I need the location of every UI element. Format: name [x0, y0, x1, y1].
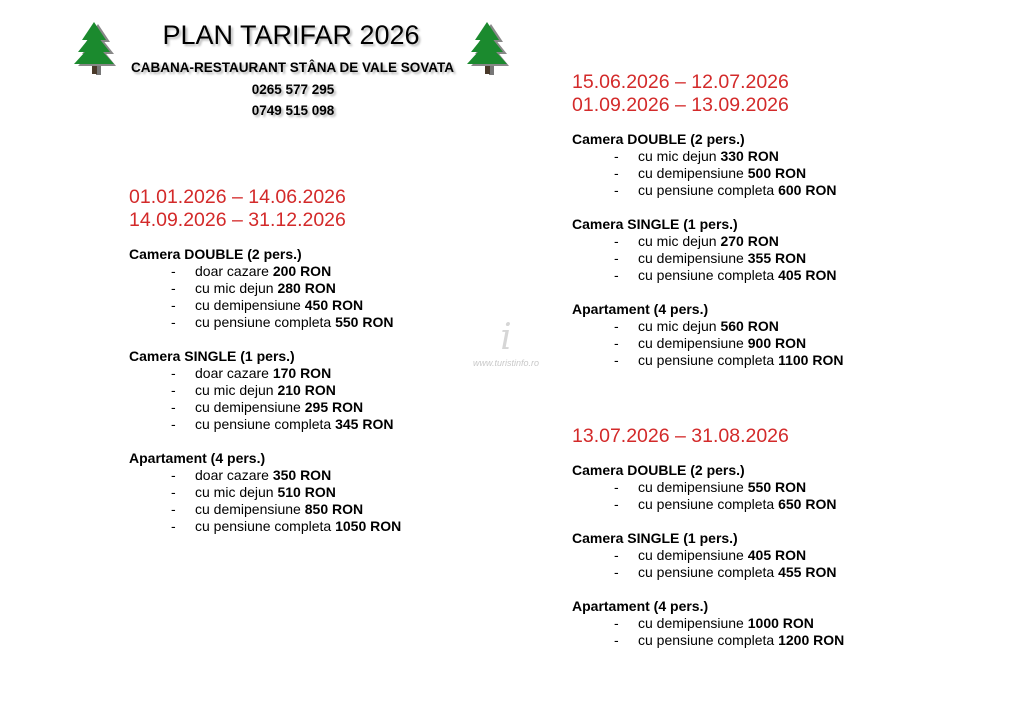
price: 455 RON	[778, 564, 837, 580]
room-block-apartment	[129, 450, 401, 535]
rate-option: - cu demipensiune 405 RON	[614, 547, 807, 563]
price: 450 RON	[304, 297, 364, 313]
rate-period-1	[129, 186, 401, 535]
rate-option: - cu pensiune completa 1050 RON	[171, 518, 402, 534]
price: 1200 RON	[778, 632, 845, 648]
watermark	[446, 318, 566, 368]
rate-option: - cu mic dejun 210 RON	[171, 382, 336, 398]
rate-option: - cu demipensiune 550 RON	[614, 479, 807, 495]
price: 560 RON	[720, 318, 779, 334]
rate-option: - cu pensiune completa 455 RON	[614, 564, 837, 580]
price: 350 RON	[272, 467, 332, 483]
price: 1050 RON	[335, 518, 402, 534]
rate-option: - cu demipensiune 850 RON	[171, 501, 364, 517]
room-block-double	[129, 246, 401, 331]
rate-option: - cu pensiune completa 550 RON	[171, 314, 394, 330]
rate-option: - cu pensiune completa 650 RON	[614, 496, 837, 512]
rate-period-3	[572, 425, 844, 649]
room-name: Camera SINGLE (1 pers.)	[129, 348, 295, 364]
price: 170 RON	[272, 365, 332, 381]
rate-option: - cu pensiune completa 345 RON	[171, 416, 394, 432]
rate-option: - doar cazare 170 RON	[171, 365, 332, 381]
price: 280 RON	[277, 280, 336, 296]
room-name: Apartament (4 pers.)	[129, 450, 266, 466]
rate-option: - cu mic dejun 330 RON	[614, 148, 779, 164]
price: 355 RON	[747, 250, 807, 266]
period-dates: 01.01.2026 – 14.06.2026	[129, 186, 346, 208]
period-dates: 15.06.2026 – 12.07.2026	[572, 71, 789, 93]
room-name: Camera DOUBLE (2 pers.)	[572, 131, 745, 147]
price: 330 RON	[720, 148, 779, 164]
room-block-apartment	[572, 301, 843, 369]
room-name: Camera SINGLE (1 pers.)	[572, 530, 738, 546]
price: 550 RON	[747, 479, 807, 495]
rate-option: - cu demipensiune 900 RON	[614, 335, 807, 351]
price: 900 RON	[747, 335, 807, 351]
rate-option: - cu mic dejun 270 RON	[614, 233, 779, 249]
rate-option: - cu mic dejun 510 RON	[171, 484, 336, 500]
rate-option: - cu mic dejun 560 RON	[614, 318, 779, 334]
price: 270 RON	[720, 233, 779, 249]
room-name: Camera SINGLE (1 pers.)	[572, 216, 738, 232]
info-i-icon: i	[500, 317, 512, 358]
room-block-apartment	[572, 598, 844, 649]
page-title: PLAN TARIFAR 2026	[162, 20, 420, 50]
price: 500 RON	[747, 165, 807, 181]
price: 650 RON	[778, 496, 837, 512]
rate-option: - cu demipensiune 355 RON	[614, 250, 807, 266]
rate-option: - cu pensiune completa 1200 RON	[614, 632, 845, 648]
rate-period-2	[572, 71, 843, 369]
price: 210 RON	[277, 382, 336, 398]
price: 600 RON	[778, 182, 837, 198]
price: 405 RON	[778, 267, 837, 283]
rate-option: - cu mic dejun 280 RON	[171, 280, 336, 296]
price: 200 RON	[272, 263, 332, 279]
room-name: Apartament (4 pers.)	[572, 598, 709, 614]
rate-option: - doar cazare 200 RON	[171, 263, 332, 279]
room-block-double	[572, 462, 844, 513]
rate-option: - cu pensiune completa 405 RON	[614, 267, 837, 283]
rate-option: - cu pensiune completa 600 RON	[614, 182, 837, 198]
price: 405 RON	[747, 547, 807, 563]
rate-option: - cu demipensiune 1000 RON	[614, 615, 814, 631]
price: 850 RON	[304, 501, 364, 517]
room-block-double	[572, 131, 843, 199]
rate-option: - cu demipensiune 295 RON	[171, 399, 364, 415]
rate-option: - cu demipensiune 500 RON	[614, 165, 807, 181]
price: 295 RON	[304, 399, 364, 415]
rate-option: - cu pensiune completa 1100 RON	[614, 352, 844, 368]
room-name: Apartament (4 pers.)	[572, 301, 709, 317]
room-block-single	[572, 216, 843, 284]
period-dates: 01.09.2026 – 13.09.2026	[572, 94, 789, 116]
price: 550 RON	[335, 314, 394, 330]
phone-number-1: 0265 577 295	[251, 82, 335, 97]
room-block-single	[572, 530, 844, 581]
phone-number-2: 0749 515 098	[251, 103, 335, 118]
room-name: Camera DOUBLE (2 pers.)	[572, 462, 745, 478]
period-dates: 13.07.2026 – 31.08.2026	[572, 425, 789, 447]
watermark-text: www.turistinfo.ro	[472, 358, 540, 368]
room-block-single	[129, 348, 401, 433]
price: 345 RON	[335, 416, 394, 432]
business-name: CABANA-RESTAURANT STÂNA DE VALE SOVATA	[131, 60, 454, 75]
period-dates: 14.09.2026 – 31.12.2026	[129, 209, 346, 231]
rate-option: - cu demipensiune 450 RON	[171, 297, 364, 313]
rate-option: - doar cazare 350 RON	[171, 467, 332, 483]
price: 1100 RON	[778, 352, 844, 368]
room-name: Camera DOUBLE (2 pers.)	[129, 246, 302, 262]
price: 1000 RON	[747, 615, 814, 631]
price: 510 RON	[277, 484, 336, 500]
